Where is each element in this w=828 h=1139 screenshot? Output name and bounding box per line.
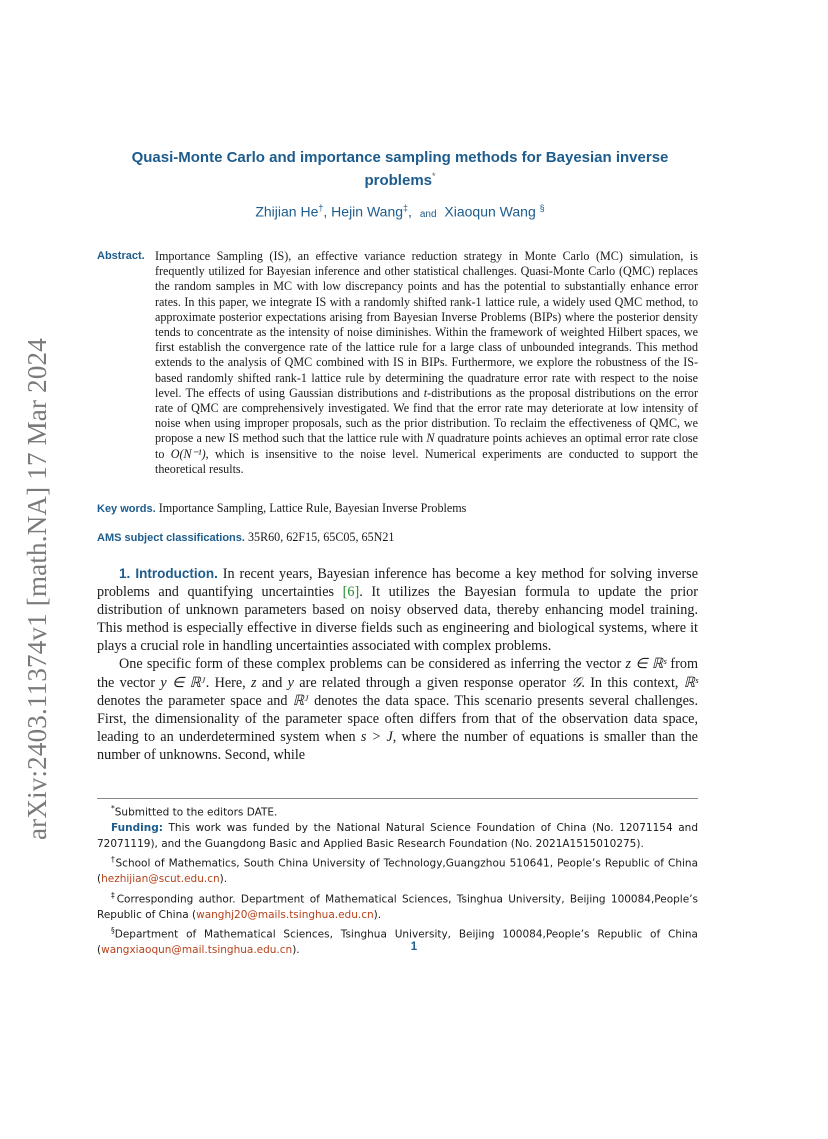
- math-expression: y ∈ ℝᴶ: [160, 674, 206, 691]
- footnote-text: ).: [373, 908, 382, 921]
- footnote: [97, 852, 698, 888]
- citation-link[interactable]: [6]: [342, 584, 360, 601]
- author-mark: ‡: [403, 203, 409, 213]
- footnote-mark: ‡: [111, 890, 117, 900]
- text-segment: . Here,: [205, 674, 252, 691]
- footnote-divider: [97, 798, 698, 799]
- ams-label: AMS subject classifications.: [97, 532, 245, 544]
- footnote-mark: §: [111, 926, 115, 935]
- paper-title: [100, 148, 700, 190]
- author-name: Xiaoqun Wang: [444, 203, 536, 220]
- text-segment: and: [256, 674, 288, 691]
- footnote-text: This work was funded by the National Natural Science Foundation of China (No. 12071154 and 72071119), and the Guangdong Basic and Applied Basic Research Foundation (No. 2021A1515010275).: [97, 822, 698, 850]
- math-symbol: z: [251, 674, 257, 691]
- author-name: Zhijian He: [255, 203, 319, 220]
- footnote-mark: *: [111, 804, 115, 813]
- text-segment: denotes the data space. This scenario presents several challenges. First, the dimensionality of the parameter space often differs from that of the observation data space, leading to an underdetermined system when: [97, 692, 699, 745]
- email-link[interactable]: wangxiaoqun@mail.tsinghua.edu.cn: [101, 944, 293, 956]
- text-segment: denotes the parameter space and: [97, 692, 293, 709]
- title-footnote-mark: *: [432, 171, 436, 181]
- footnote-text: Department of Mathematical Sciences, Tsinghua University, Beijing 100084,People’s Republic of China (: [97, 928, 698, 956]
- text-segment: In recent years, Bayesian inference has become a key method for solving inverse problems and quantifying uncertainties: [97, 566, 698, 601]
- text-segment: One specific form of these complex problems can be considered as inferring the vector: [119, 656, 626, 673]
- abstract-text-segment: Importance Sampling (IS), an effective variance reduction strategy in Monte Carlo (MC) simulation, is frequently utilized for Bayesian inference and other statistical challenges. Quasi-Monte Carlo (QMC) replaces the random samples in MC with low discrepancy points and has the potential to substantially enhance error rates. In this paper, we integrate IS with a randomly shifted rank-1 lattice rule, a widely used QMC method, to approximate posterior expectations arising from Bayesian Inverse Problems (BIPs) where the posterior density tends to concentrate as the intensity of noise diminishes. Within the framework of weighted Hilbert spaces, we first establish the convergence rate of the lattice rule for a large class of unbounded integrands. This method extends to the analysis of QMC combined with IS in BIPs. Furthermore, we explore the robustness of the IS-based randomly shifted rank-1 lattice rule by determining the quadrature error rate with respect to the noise level. The effects of using Gaussian distributions and: [155, 249, 698, 400]
- text-segment: from the vector: [97, 656, 698, 691]
- footnote-text: ).: [219, 873, 228, 885]
- footnotes: [97, 801, 698, 959]
- math-symbol: N: [426, 431, 435, 446]
- email-link[interactable]: wanghj20@mails.tsinghua.edu.cn: [196, 908, 374, 921]
- section-heading: 1. Introduction.: [119, 566, 218, 581]
- math-symbol: t: [423, 385, 428, 400]
- author-mark: †: [318, 203, 324, 213]
- footnote-mark: †: [111, 855, 116, 864]
- footnote-text: School of Mathematics, South China University of Technology,Guangzhou 510641, People’s Republic of China (: [97, 857, 699, 885]
- paragraph: [97, 655, 698, 764]
- keywords-label: Key words.: [97, 503, 156, 515]
- abstract-text: [155, 249, 698, 477]
- footnote-text: Corresponding author. Department of Mathematical Sciences, Tsinghua University, Beijing 100084,People’s Republic of China (: [97, 893, 698, 921]
- math-expression: z ∈ ℝˢ: [625, 656, 667, 673]
- footnote-text: Submitted to the editors DATE.: [114, 806, 278, 819]
- email-link[interactable]: hezhijian@scut.edu.cn: [101, 873, 220, 885]
- math-symbol: 𝒢: [571, 674, 582, 691]
- math-expression: O(N⁻¹): [170, 446, 206, 461]
- introduction-section: [97, 565, 698, 764]
- text-segment: , where the number of equations is smaller than the number of unknowns. Second, while: [97, 728, 698, 763]
- funding-label: Funding:: [111, 822, 163, 834]
- ams-text: 35R60, 62F15, 65C05, 65N21: [247, 530, 395, 544]
- abstract-text-segment: , which is insensitive to the noise level. Numerical experiments are conducted to support the theoretical results.: [155, 446, 698, 476]
- text-segment: . In this context,: [581, 674, 684, 691]
- author-name: Hejin Wang: [331, 203, 404, 220]
- arxiv-identifier-stamp: arXiv:2403.11374v1 [math.NA] 17 Mar 2024: [22, 338, 52, 840]
- text-segment: are related through a given response operator: [293, 674, 572, 691]
- author-conjunction: and: [419, 208, 437, 220]
- keywords-text: Importance Sampling, Lattice Rule, Bayesian Inverse Problems: [158, 501, 467, 515]
- paragraph: [97, 565, 698, 655]
- abstract: [97, 249, 698, 477]
- math-expression: ℝˢ: [683, 674, 698, 691]
- author-mark: §: [539, 203, 545, 213]
- text-segment: . It utilizes the Bayesian formula to update the prior distribution of unknown parameters based on noisy observed data, thereby enhancing model training. This method is especially effective in diverse fields such as engineering and biological systems, where it plays a crucial role in handling uncertainties associated with complex problems.: [97, 584, 699, 655]
- footnote: [97, 888, 698, 924]
- abstract-text-segment: quadrature points achieves an optimal error rate close to: [155, 431, 699, 461]
- ams-classifications: [97, 530, 698, 545]
- abstract-label: Abstract.: [97, 250, 145, 262]
- math-expression: ℝᴶ: [292, 692, 309, 709]
- keywords: [97, 501, 698, 516]
- math-expression: s > J: [360, 728, 393, 745]
- abstract-text-segment: -distributions as the proposal distributions on the error rate of QMC are comprehensively investigated. We find that the error rate may deteriorate at low intensity of noise when using improper proposals, such as the prior distribution. To reclaim the effectiveness of QMC, we propose a new IS method such that the lattice rule with: [155, 385, 698, 446]
- title-block: [100, 148, 700, 220]
- author-list: Zhijian He†, Hejin Wang‡, and Xiaoqun Wang §: [255, 203, 545, 220]
- page-number: 1: [410, 941, 418, 953]
- math-symbol: y: [287, 674, 294, 691]
- footnote: [97, 801, 698, 821]
- footnote: [97, 821, 698, 852]
- title-text: Quasi-Monte Carlo and importance sampling methods for Bayesian inverse problems: [131, 149, 669, 189]
- footnote-text: ).: [292, 944, 300, 956]
